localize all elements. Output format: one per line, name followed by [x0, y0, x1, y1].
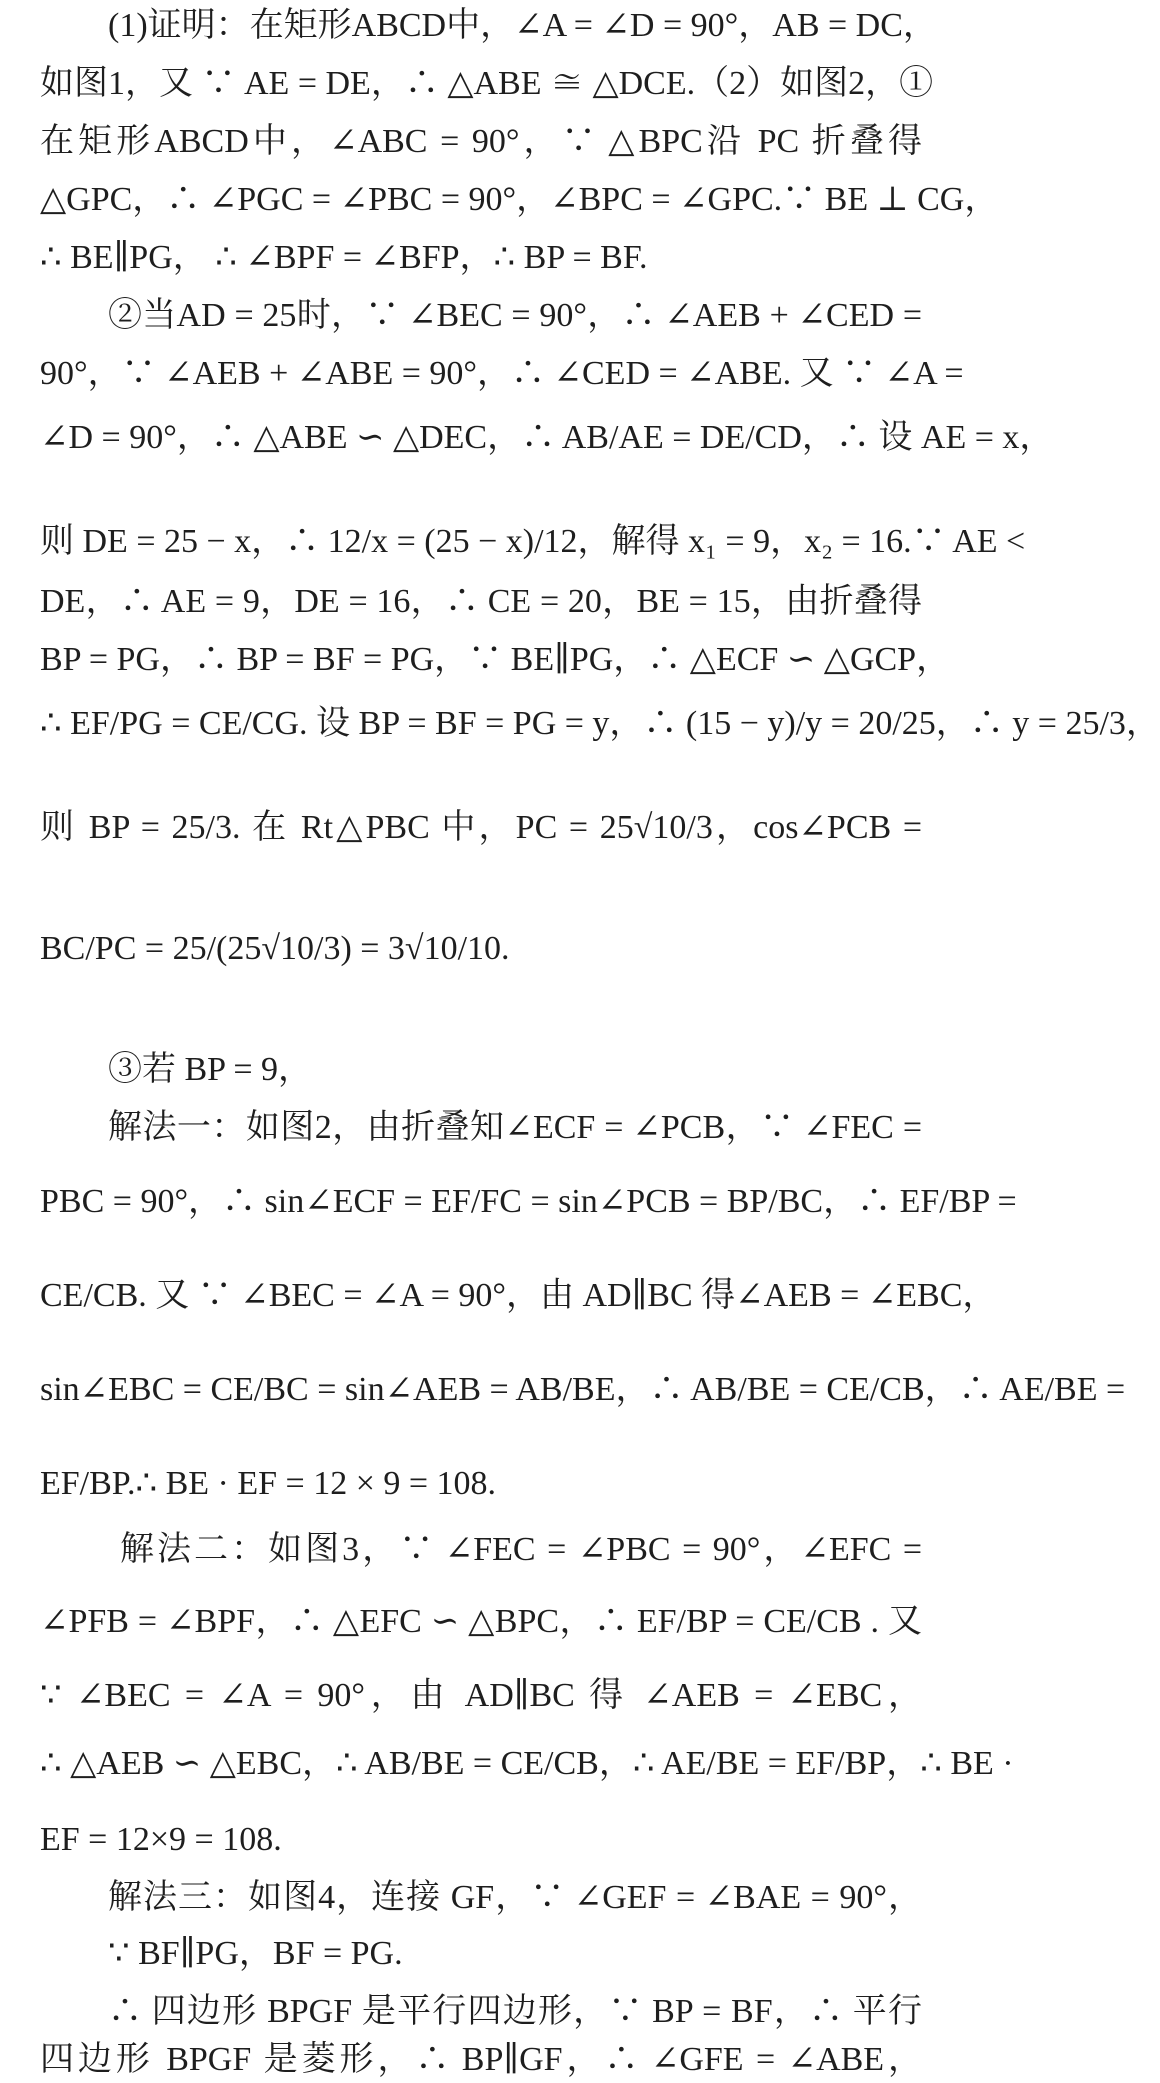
formula-line: ∠D = 90°，∴ △ABE ∽ △DEC，∴ AB/AE = DE/CD，∴ 设 AE = x，	[40, 419, 1054, 456]
text-line: 如图1，又 ∵ AE = DE，∴ △ABE ≅ △DCE.（2）如图2，①	[40, 65, 934, 102]
text-line: 四边形 BPGF 是菱形，∴ BP∥GF，∴ ∠GFE = ∠ABE，	[40, 2041, 922, 2078]
text-line: ∴ BE∥PG， ∴ ∠BPF = ∠BFP，∴ BP = BF.	[40, 239, 648, 276]
text-line: 解法二：如图3，∵ ∠FEC = ∠PBC = 90°，∠EFC =	[120, 1531, 922, 1568]
text-line: EF = 12×9 = 108.	[40, 1821, 282, 1858]
formula-line: ∴ EF/PG = CE/CG. 设 BP = BF = PG = y，∴ (15 − y)/y = 20/25，∴ y = 25/3，	[40, 705, 1160, 742]
text-line: 在矩形ABCD中，∠ABC = 90°，∵ △BPC沿 PC 折叠得	[40, 123, 922, 160]
text-line: ③若 BP = 9，	[108, 1051, 312, 1088]
text-line: ∵ BF∥PG，BF = PG.	[108, 1935, 403, 1972]
formula-line: PBC = 90°，∴ sin∠ECF = EF/FC = sin∠PCB = BP/BC，∴ EF/BP =	[40, 1183, 1017, 1220]
text-line: DE，∴ AE = 9，DE = 16，∴ CE = 20，BE = 15，由折叠得	[40, 583, 922, 620]
formula-line: CE/CB. 又 ∵ ∠BEC = ∠A = 90°，由 AD∥BC 得∠AEB = ∠EBC，	[40, 1277, 997, 1314]
formula-line: BC/PC = 25/(25√10/3) = 3√10/10.	[40, 930, 510, 967]
text-line: BP = PG，∴ BP = BF = PG，∵ BE∥PG，∴ △ECF ∽ △GCP，	[40, 641, 951, 678]
formula-line: sin∠EBC = CE/BC = sin∠AEB = AB/BE，∴ AB/BE = CE/CB，∴ AE/BE =	[40, 1371, 1126, 1408]
formula-line: ∴ △AEB ∽ △EBC，∴ AB/BE = CE/CB，∴ AE/BE = EF/BP，∴ BE ·	[40, 1745, 1014, 1782]
text-line: △GPC，∴ ∠PGC = ∠PBC = 90°，∠BPC = ∠GPC.∵ BE ⊥ CG，	[40, 181, 999, 218]
formula-line: 则 BP = 25/3. 在 Rt△PBC 中，PC = 25√10/3，cos∠PCB =	[40, 809, 922, 846]
text-line: ②当AD = 25时，∵ ∠BEC = 90°，∴ ∠AEB + ∠CED =	[108, 297, 922, 334]
text-line: ∵ ∠BEC = ∠A = 90°，由 AD∥BC 得 ∠AEB = ∠EBC，	[40, 1677, 922, 1714]
text-line: 解法三：如图4，连接 GF，∵ ∠GEF = ∠BAE = 90°，	[108, 1879, 922, 1916]
formula-line: ∠PFB = ∠BPF，∴ △EFC ∽ △BPC，∴ EF/BP = CE/CB . 又	[40, 1603, 922, 1640]
formula-line: EF/BP.∴ BE · EF = 12 × 9 = 108.	[40, 1465, 497, 1502]
formula-line: 则 DE = 25 − x，∴ 12/x = (25 − x)/12，解得 x₁ = 9，x₂ = 16.∵ AE <	[40, 523, 1026, 560]
text-line: 90°，∵ ∠AEB + ∠ABE = 90°，∴ ∠CED = ∠ABE. 又 ∵ ∠A =	[40, 355, 964, 392]
text-line: (1)证明：在矩形ABCD中，∠A = ∠D = 90°，AB = DC，	[108, 7, 937, 44]
text-line: 解法一：如图2，由折叠知∠ECF = ∠PCB，∵ ∠FEC =	[108, 1109, 922, 1146]
text-line: ∴ 四边形 BPGF 是平行四边形，∵ BP = BF，∴ 平行	[108, 1993, 922, 2030]
